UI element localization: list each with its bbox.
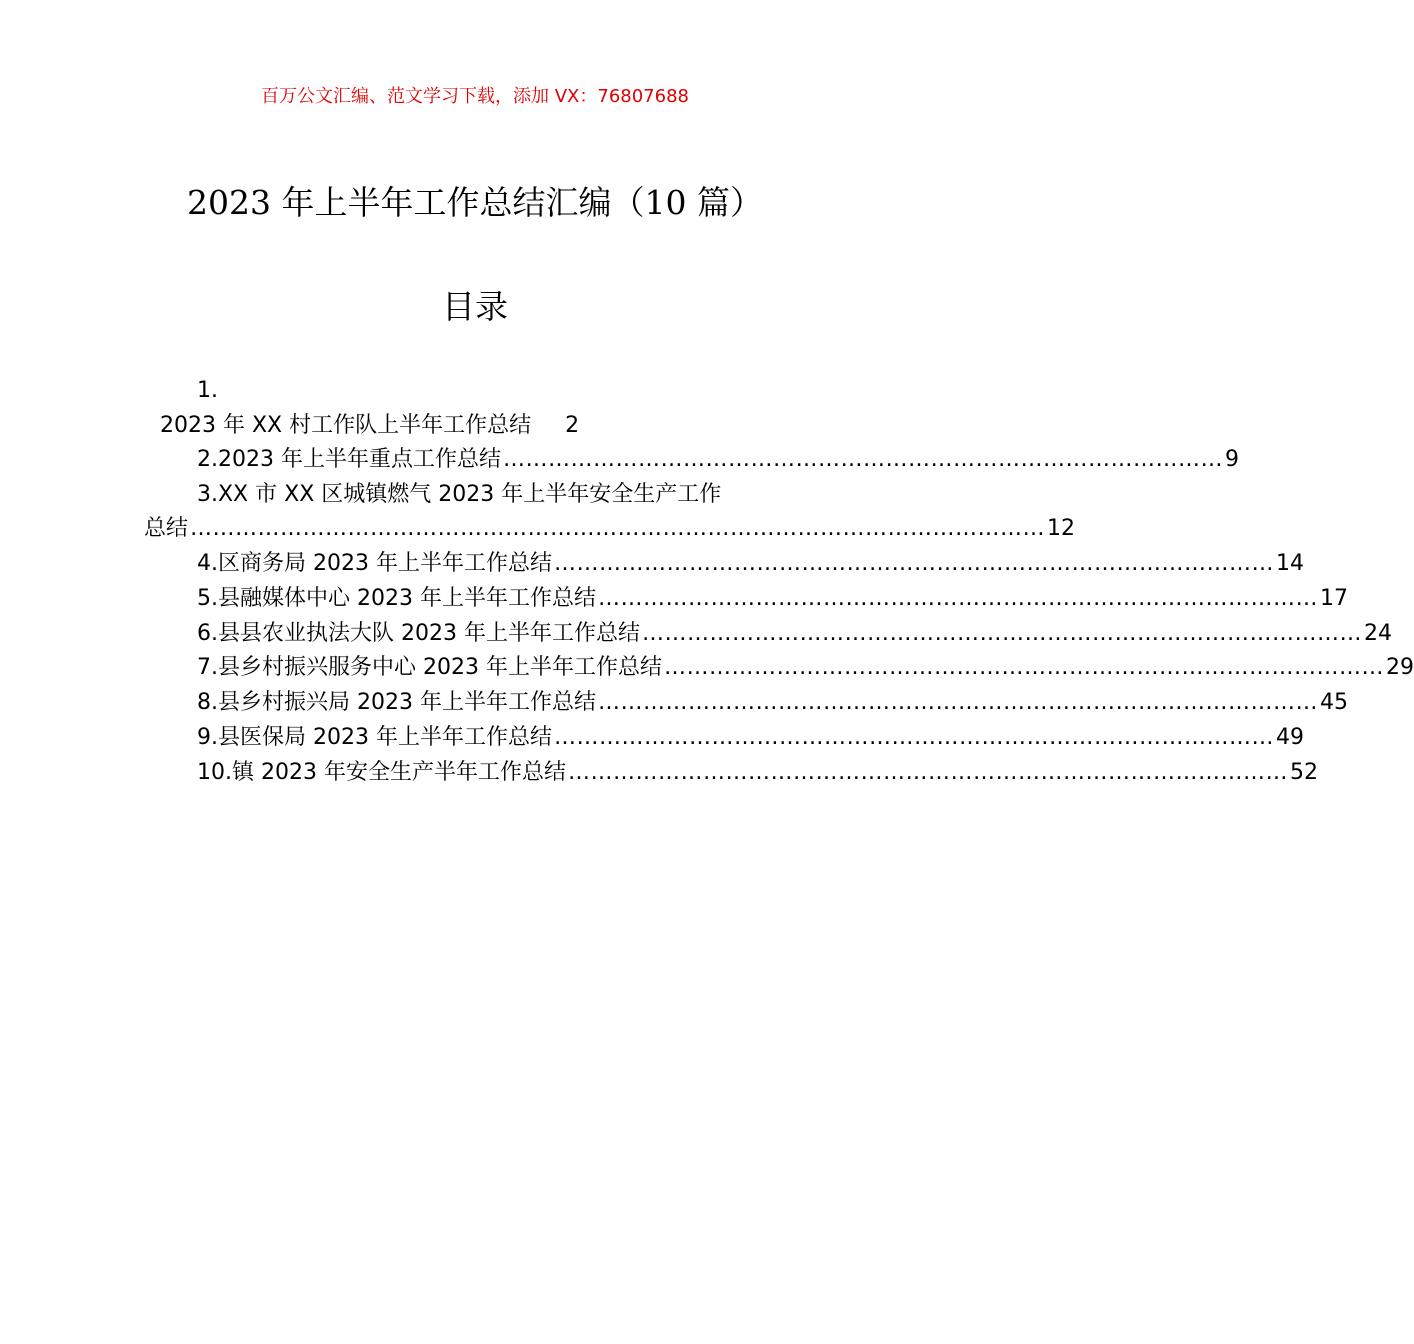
toc-item-7-page: 29 [1385, 655, 1414, 680]
toc-item-3-page: 12 [1047, 516, 1076, 541]
toc-item-3-title-cont: 总结 [144, 516, 189, 541]
toc-leader-dots: …………………………………………………………………………………… [567, 760, 1288, 785]
toc-item-3-line1[interactable]: 3.XX 市 XX 区城镇燃气 2023 年上半年安全生产工作 [197, 482, 722, 507]
toc-item-6-page: 24 [1363, 621, 1392, 646]
toc-item-7[interactable] [197, 653, 1414, 685]
toc-item-10-title: 10.镇 2023 年安全生产半年工作总结 [197, 760, 566, 785]
toc-leader-dots: …………………………………………………………………………………… [663, 655, 1384, 680]
toc-leader-dots: …………………………………………………………………………………… [553, 551, 1274, 576]
toc-item-8-page: 45 [1319, 690, 1348, 715]
toc-item-4-title: 4.区商务局 2023 年上半年工作总结 [197, 551, 552, 576]
toc-item-4[interactable] [197, 549, 1304, 581]
download-banner: 百万公文汇编、范文学习下载，添加 VX：76807688 [261, 86, 689, 107]
toc-item-2[interactable] [197, 445, 1239, 477]
toc-leader-dots: …………………………………………………………………………………………………… [190, 516, 1046, 541]
toc-item-6-title: 6.县县农业执法大队 2023 年上半年工作总结 [197, 621, 640, 646]
toc-item-1-number: 1. [197, 378, 218, 403]
toc-item-4-page: 14 [1275, 551, 1304, 576]
toc-item-2-title: 2.2023 年上半年重点工作总结 [197, 447, 501, 472]
toc-item-9-page: 49 [1275, 725, 1304, 750]
toc-item-8[interactable] [197, 688, 1348, 720]
toc-item-9-title: 9.县医保局 2023 年上半年工作总结 [197, 725, 552, 750]
toc-leader-dots: …………………………………………………………………………………… [597, 690, 1318, 715]
toc-leader-dots: …………………………………………………………………………………… [553, 725, 1274, 750]
toc-item-5-title: 5.县融媒体中心 2023 年上半年工作总结 [197, 586, 596, 611]
toc-item-8-title: 8.县乡村振兴局 2023 年上半年工作总结 [197, 690, 596, 715]
toc-item-6[interactable] [197, 619, 1392, 651]
toc-item-5-page: 17 [1319, 586, 1348, 611]
toc-item-3-line2[interactable] [144, 514, 1076, 546]
toc-item-1[interactable] [160, 411, 579, 441]
toc-item-2-page: 9 [1224, 447, 1239, 472]
toc-leader-dots: …………………………………………………………………………………… [641, 621, 1362, 646]
toc-item-7-title: 7.县乡村振兴服务中心 2023 年上半年工作总结 [197, 655, 662, 680]
toc-leader-dots: …………………………………………………………………………………… [502, 447, 1223, 472]
toc-item-1-title: 2023 年 XX 村工作队上半年工作总结 [160, 413, 532, 438]
toc-item-5[interactable] [197, 584, 1348, 616]
toc-leader-dots: …………………………………………………………………………………… [597, 586, 1318, 611]
toc-item-9[interactable] [197, 723, 1304, 755]
toc-item-1-page: 2 [565, 413, 580, 438]
toc-item-10[interactable] [197, 758, 1318, 790]
toc-heading: 目录 [442, 287, 508, 326]
toc-item-10-page: 52 [1289, 760, 1318, 785]
document-title: 2023 年上半年工作总结汇编（10 篇） [187, 183, 763, 222]
